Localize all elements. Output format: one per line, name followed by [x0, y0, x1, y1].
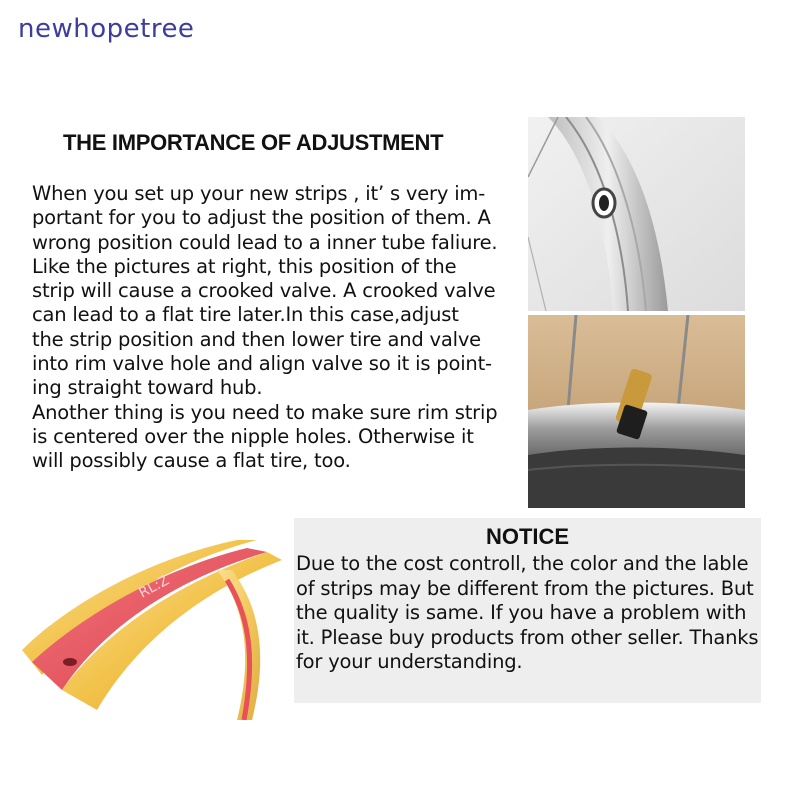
- body-line: is centered over the nipple holes. Otherwise it: [32, 424, 474, 448]
- body-line: Another thing is you need to make sure rim strip: [32, 400, 498, 424]
- body-line: strip will cause a crooked valve. A crooked valve: [32, 279, 496, 303]
- body-line: into rim valve hole and align valve so it is point-: [32, 352, 492, 376]
- notice-line: of strips may be different from the pictures. But: [296, 576, 754, 600]
- body-line: can lead to a flat tire later.In this case,adjust: [32, 303, 459, 327]
- notice-title: NOTICE: [485, 524, 570, 549]
- rim-strip-image: [22, 540, 282, 720]
- body-line: the strip position and then lower tire and valve: [32, 327, 481, 351]
- notice-line: the quality is same. If you have a problem with: [296, 601, 747, 624]
- svg-text:RL:Z: RL:Z: [136, 572, 172, 602]
- body-line: will possibly cause a flat tire, too.: [32, 449, 351, 473]
- crooked-valve-image: [528, 315, 745, 508]
- notice-line: for your understanding.: [296, 650, 523, 673]
- rim-valve-hole-photo: [528, 117, 745, 311]
- notice-box: [294, 518, 761, 703]
- crooked-valve-photo: [528, 315, 745, 508]
- notice-line: it. Please buy products from other seller. Thanks: [296, 625, 759, 649]
- body-line: ing straight toward hub.: [32, 376, 263, 400]
- body-line: When you set up your new strips , it’ s very im-: [32, 182, 486, 205]
- body-paragraph: [32, 182, 502, 474]
- body-line: Like the pictures at right, this position of the: [32, 254, 457, 278]
- watermark: newhopetree: [18, 14, 195, 44]
- notice-body: [296, 552, 758, 675]
- page-title: THE IMPORTANCE OF ADJUSTMENT: [63, 130, 444, 155]
- body-line: portant for you to adjust the position of them. A: [32, 206, 491, 230]
- notice-line: Due to the cost controll, the color and the lable: [296, 552, 749, 575]
- rim-valve-hole-image: [528, 117, 745, 311]
- red-rim-strip-photo: [22, 540, 282, 720]
- body-line: wrong position could lead to a inner tube faliure.: [32, 230, 498, 254]
